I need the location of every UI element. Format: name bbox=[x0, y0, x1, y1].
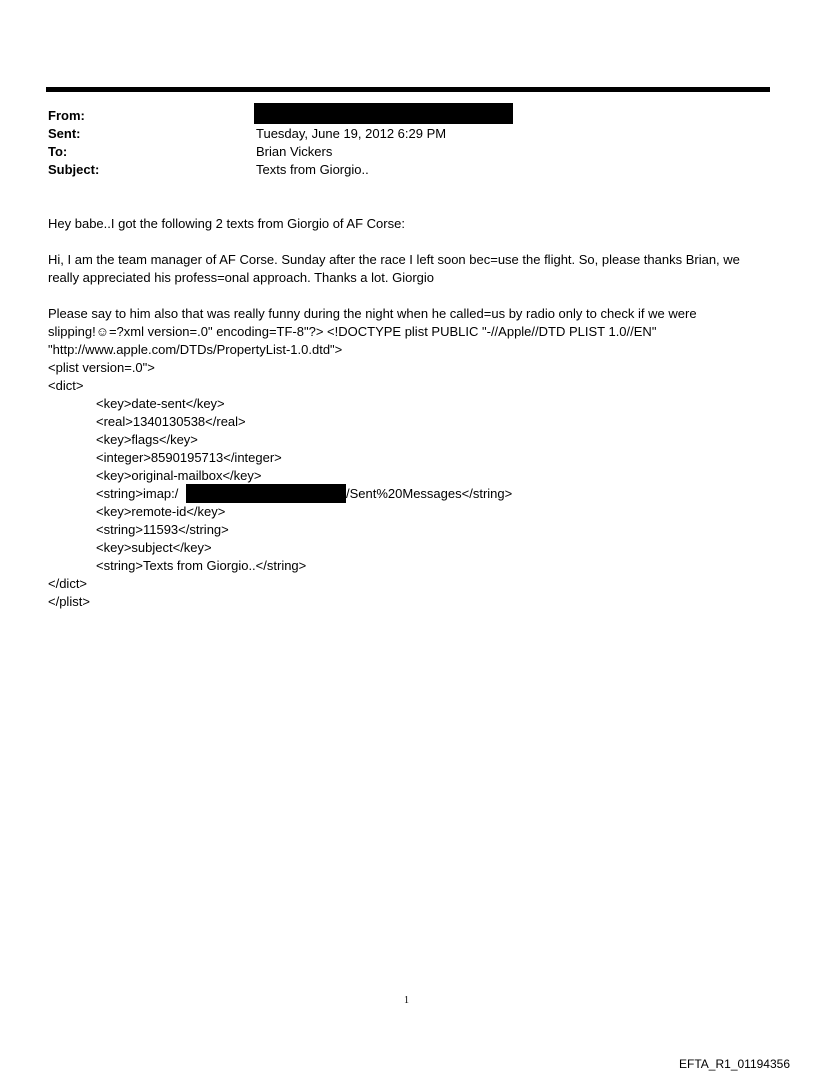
sent-label: Sent: bbox=[48, 126, 81, 141]
xml-plist-close: </plist> bbox=[48, 594, 90, 609]
sent-value: Tuesday, June 19, 2012 6:29 PM bbox=[256, 126, 447, 141]
xml-line-prefix: <string>imap:/ bbox=[96, 486, 179, 501]
xml-line: <integer>8590195713</integer> bbox=[96, 450, 282, 465]
page-number: 1 bbox=[404, 995, 409, 1006]
body-text-line: really appreciated his profess=onal approach. Thanks a lot. Giorgio bbox=[48, 270, 435, 285]
mailbox-redaction bbox=[186, 484, 346, 503]
body-text-line: Please say to him also that was really funny during the night when he called=us by radio only to check if we were bbox=[48, 306, 697, 321]
xml-line: <key>remote-id</key> bbox=[96, 504, 226, 519]
from-label: From: bbox=[48, 108, 85, 123]
body-text-line: Hi, I am the team manager of AF Corse. Sunday after the race I left soon bec=use the flight. So, please thanks Brian, we bbox=[48, 252, 740, 267]
xml-line: <key>date-sent</key> bbox=[96, 396, 225, 411]
to-value: Brian Vickers bbox=[256, 144, 333, 159]
xml-line: <key>flags</key> bbox=[96, 432, 198, 447]
xml-line: <string>11593</string> bbox=[96, 522, 229, 537]
body-text-line: "http://www.apple.com/DTDs/PropertyList-1.0.dtd"> bbox=[48, 342, 343, 357]
xml-plist-open: <plist version=.0"> bbox=[48, 360, 155, 375]
xml-dict-open: <dict> bbox=[48, 378, 84, 393]
document-id: EFTA_R1_01194356 bbox=[679, 1057, 790, 1071]
from-redaction bbox=[254, 103, 513, 124]
xml-line: <key>original-mailbox</key> bbox=[96, 468, 262, 483]
xml-line: <real>1340130538</real> bbox=[96, 414, 246, 429]
to-label: To: bbox=[48, 144, 68, 159]
body-text-line: slipping!☺=?xml version=.0" encoding=TF-8"?> <!DOCTYPE plist PUBLIC "-//Apple//DTD PLIST 1.0//EN" bbox=[48, 324, 657, 339]
xml-line: <key>subject</key> bbox=[96, 540, 212, 555]
subject-value: Texts from Giorgio.. bbox=[256, 162, 369, 177]
header-rule bbox=[46, 87, 770, 92]
subject-label: Subject: bbox=[48, 162, 100, 177]
xml-line-suffix: /Sent%20Messages</string> bbox=[346, 486, 513, 501]
xml-line: <string>Texts from Giorgio..</string> bbox=[96, 558, 307, 573]
xml-dict-close: </dict> bbox=[48, 576, 88, 591]
body-greeting: Hey babe..I got the following 2 texts from Giorgio of AF Corse: bbox=[48, 216, 405, 231]
